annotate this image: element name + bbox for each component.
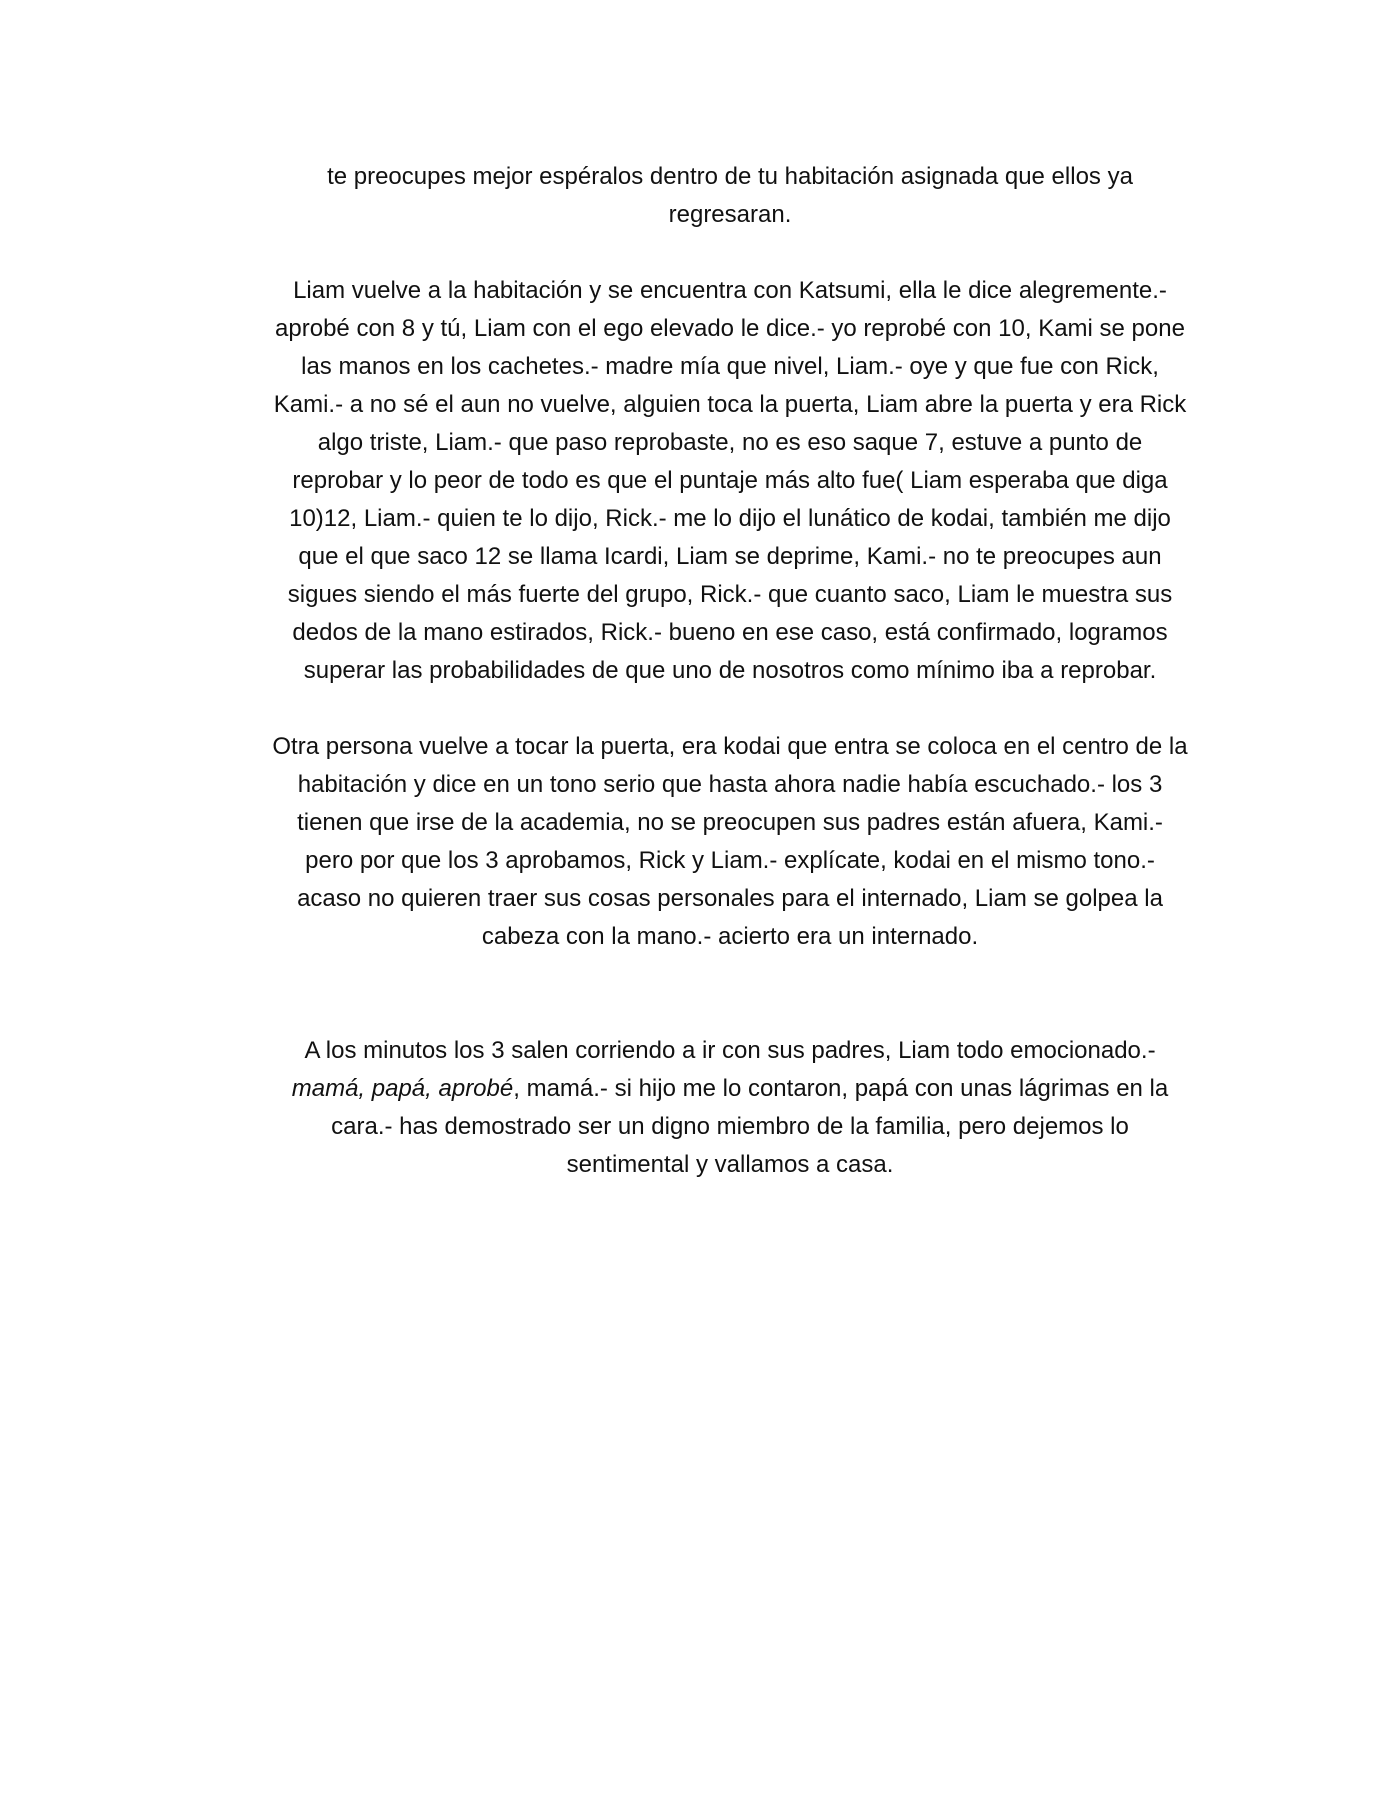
paragraph-1: te preocupes mejor espéralos dentro de tu habitación asignada que ellos ya regresaran. xyxy=(327,163,1133,228)
paragraph-3: Otra persona vuelve a tocar la puerta, era kodai que entra se coloca en el centro de la habitación y dice en un tono serio que hasta ahora nadie había escuchado.- los 3 tienen que irse de la academia, no se preocupen sus padres están afuera, Kami.- pero por que los 3 aprobamos, Rick y Liam.- explícate, kodai en el mismo tono.- acaso no quieren traer sus cosas personales para el internado, Liam se golpea la cabeza con la mano.- acierto era un internado. xyxy=(272,733,1188,950)
paragraph-spacer xyxy=(270,690,1190,728)
document-body xyxy=(270,158,1190,1184)
paragraph-spacer-large xyxy=(270,956,1190,1032)
paragraph-4-italic: mamá, papá, aprobé xyxy=(291,1075,514,1102)
paragraph-4-rest: , mamá.- si hijo me lo contaron, papá con unas lágrimas en la cara.- has demostrado ser un digno miembro de la familia, pero dejemos lo sentimental y vallamos a casa. xyxy=(331,1075,1169,1178)
paragraph-4 xyxy=(270,1032,1190,1184)
paragraph-spacer xyxy=(270,234,1190,272)
paragraph-4-lead: A los minutos los 3 salen corriendo a ir con sus padres, Liam todo emocionado.- xyxy=(304,1037,1156,1064)
paragraph-2: Liam vuelve a la habitación y se encuentra con Katsumi, ella le dice alegremente.- aprobé con 8 y tú, Liam con el ego elevado le dice.- yo reprobé con 10, Kami se pone las manos en los cachetes.- madre mía que nivel, Liam.- oye y que fue con Rick, Kami.- a no sé el aun no vuelve, alguien toca la puerta, Liam abre la puerta y era Rick algo triste, Liam.- que paso reprobaste, no es eso saque 7, estuve a punto de reprobar y lo peor de todo es que el puntaje más alto fue( Liam esperaba que diga 10)12, Liam.- quien te lo dijo, Rick.- me lo dijo el lunático de kodai, también me dijo que el que saco 12 se llama Icardi, Liam se deprime, Kami.- no te preocupes aun sigues siendo el más fuerte del grupo, Rick.- que cuanto saco, Liam le muestra sus dedos de la mano estirados, Rick.- bueno en ese caso, está confirmado, logramos superar las probabilidades de que uno de nosotros como mínimo iba a reprobar. xyxy=(273,277,1187,684)
